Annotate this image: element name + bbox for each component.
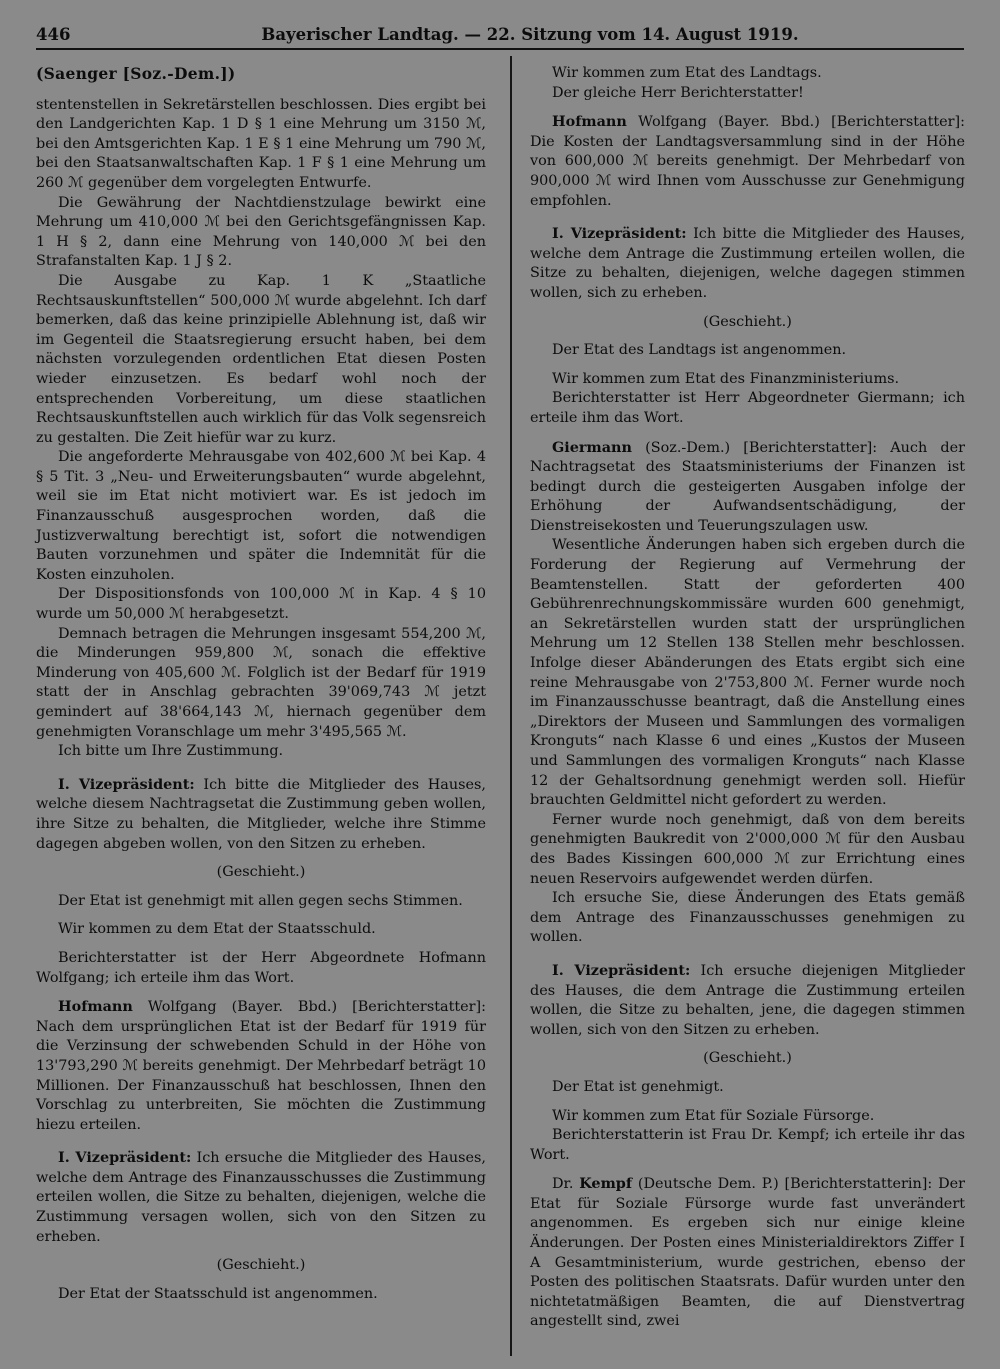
statement-text: (Deutsche Dem. P.) [Berichterstatterin]: Der Etat für Soziale Fürsorge wurde fast unverändert angenommen. Es ergeben sich nur einige kleine Änderungen. Der Posten eines Ministerialdirektors Ziffer I A Gesamtministerium, wurde gestrichen, ebenso der Posten des politischen Staatsrats. Dafür wurden unter den nichtetatmäßigen Beamten, die auf Dienstvertrag angestellt sind, zwei: [530, 1176, 966, 1330]
paragraph: Die Ausgabe zu Kap. 1 K „Staatliche Rechtsauskunftstellen“ 500,000 ℳ wurde abgelehnt. Ich darf bemerken, daß das keine prinzipielle Ablehnung ist, daß wir im Gegenteil die Staatsregierung ersucht haben, bei dem nächsten vorzulegenden ordentlichen Etat diesen Posten wieder einzusetzen. Es bedarf wohl noch der entsprechenden Vorbereitung, um diese staatlichen Rechtsauskunftstellen auch wirklich für das Volk segensreich zu gestalten. Die Zeit hiefür war zu kurz.: [36, 272, 486, 446]
reporter-line: Berichterstatterin ist Frau Dr. Kempf; ich erteile ihr das Wort.: [530, 1127, 965, 1163]
speaker-title: Dr.: [552, 1176, 580, 1193]
speaker-name: Kempf: [579, 1175, 633, 1193]
column-divider: [510, 56, 512, 1356]
paragraph: Demnach betragen die Mehrungen insgesamt 554,200 ℳ, die Minderungen 959,800 ℳ, sonach die effektive Minderung von 405,600 ℳ. Folglich ist der Bedarf für 1919 statt der in Anschlag gebrachten 39'069,743 ℳ jetzt gemindert auf 38'664,143 ℳ, hiernach gegenüber dem genehmigten Voranschlage um mehr 3'495,565 ℳ.: [36, 625, 486, 740]
paragraph: Wesentliche Änderungen haben sich ergeben durch die Forderung der Regierung auf Vermehrung der Beamtenstellen. Statt der geforderten 400 Gebührenrechnungskommissäre wurden 600 genehmigt, an Sekretärstellen wurden statt der ursprünglichen Mehrung um 12 Stellen 138 Stellen mehr beschlossen. Infolge dieser Abänderungen des Etats ergibt sich eine reine Mehrausgabe von 2'753,800 ℳ. Ferner wurde noch im Finanzausschusse beantragt, daß die Anstellung eines „Direktors der Museen und Sammlungen des vormaligen Kronguts“ nach Klasse 6 und eines „Kustos der Museen und Sammlungen des vormaligen Kronguts“ nach Klasse 12 der Gehaltsordnung genehmigt werden soll. Hiefür brauchten Geldmittel nicht gefordert zu werden.: [530, 537, 965, 809]
action-note: (Geschieht.): [216, 1257, 306, 1274]
result-line: Der Etat der Staatsschuld ist angenommen.: [58, 1285, 378, 1302]
agenda-line: Wir kommen zu dem Etat der Staatsschuld.: [58, 921, 376, 938]
paragraph: Der Dispositionsfonds von 100,000 ℳ in Kap. 4 § 10 wurde um 50,000 ℳ herabgesetzt.: [36, 586, 486, 623]
speaker-name: I. Vizepräsident:: [552, 961, 691, 979]
speaker-name: I. Vizepräsident:: [552, 225, 687, 243]
speaker-name: Hofmann: [58, 998, 133, 1016]
statement-text: Ich ersuche diejenigen Mitglieder des Hauses, die dem Antrage die Zustimmung erteilen wollen, die Sitze zu behalten, jene, die dagegen stimmen wollen, sich von den Sitzen zu erheben.: [530, 962, 966, 1038]
vice-president-statement: [530, 224, 965, 303]
right-column: [530, 64, 965, 1332]
result-line: Der Etat ist genehmigt mit allen gegen sechs Stimmen.: [58, 892, 463, 909]
paragraph: Die angeforderte Mehrausgabe von 402,600 ℳ bei Kap. 4 § 5 Tit. 3 „Neu- und Erweiterungsbauten“ wurde abgelehnt, weil sie im Etat nicht motiviert war. Es ist jedoch im Finanzausschuß ausgesprochen worden, daß die Justizverwaltung berechtigt ist, sofort die notwendigen Bauten vorzunehmen und später die Indemnität für die Kosten einzuholen.: [36, 449, 486, 583]
reporter-statement: [530, 438, 965, 537]
reporter-statement: [530, 1174, 965, 1332]
paragraph: Ich bitte um Ihre Zustimmung.: [58, 743, 284, 760]
result-line: Der Etat ist genehmigt.: [552, 1078, 724, 1095]
paragraph: stentenstellen in Sekretärstellen beschlossen. Dies ergibt bei den Landgerichten Kap. 1 D § 1 eine Mehrung um 3150 ℳ, bei den Amtsgerichten Kap. 1 E § 1 eine Mehrung um 790 ℳ, bei den Staatsanwaltschaften Kap. 1 F § 1 eine Mehrung um 260 ℳ gegenüber dem vorgelegten Entwurfe.: [36, 96, 486, 191]
paragraph: Der gleiche Herr Berichterstatter!: [552, 84, 804, 101]
running-header: [36, 22, 964, 50]
vice-president-statement: [530, 961, 965, 1040]
vice-president-statement: [36, 775, 486, 854]
speaker-name: I. Vizepräsident:: [58, 1149, 192, 1167]
reporter-statement: [530, 112, 965, 211]
statement-text: Wolfgang (Bayer. Bbd.) [Berichterstatter]: Nach dem ursprünglichen Etat ist der Bedarf für 1919 für die Verzinsung der schwebenden Schuld in der Höhe von 13'793,290 ℳ bereits genehmigt. Der Mehrbedarf beträgt 10 Millionen. Der Finanzausschuß hat beschlossen, Ihnen den Vorschlag zu unterbreiten, Sie möchten die Zustimmung hiezu erteilen.: [36, 999, 486, 1133]
agenda-line: Wir kommen zum Etat des Finanzministeriums.: [552, 370, 900, 387]
statement-text: Ich bitte die Mitglieder des Hauses, welche dem Antrage die Zustimmung erteilen wollen, die Sitze zu behalten, diejenigen, welche dagegen stimmen wollen, sich zu erheben.: [530, 226, 966, 301]
left-column: [36, 64, 486, 1304]
speaker-name: I. Vizepräsident:: [58, 775, 195, 793]
reporter-line: Berichterstatter ist Herr Abgeordneter Giermann; ich erteile ihm das Wort.: [530, 390, 965, 426]
running-title: Bayerischer Landtag. — 22. Sitzung vom 14. August 1919.: [261, 25, 799, 44]
statement-text: (Soz.-Dem.) [Berichterstatter]: Auch der Nachtragsetat des Staatsministeriums der Finanzen ist bedingt durch die gesteigerten Ausgaben infolge der Erhöhung der Aufwandsentschädigung, der Dienstreisekosten und Teuerungszulagen usw.: [530, 439, 965, 534]
vice-president-statement: [36, 1148, 486, 1247]
action-note: (Geschieht.): [703, 313, 792, 330]
paragraph: Die Gewährung der Nachtdienstzulage bewirkt eine Mehrung um 410,000 ℳ bei den Gerichtsgefängnissen Kap. 1 H § 2, dann eine Mehrung von 140,000 ℳ bei den Strafanstalten Kap. 1 J § 2.: [36, 194, 486, 270]
statement-text: Ich bitte die Mitglieder des Hauses, welche diesem Nachtragsetat die Zustimmung geben wollen, ihre Sitze zu behalten, die Mitglieder, welche ihre Stimme dagegen abgeben wollen, von den Sitzen zu erheben.: [36, 776, 487, 852]
speaker-continuation-head: (Saenger [Soz.-Dem.]): [36, 64, 236, 83]
action-note: (Geschieht.): [216, 864, 306, 881]
result-line: Der Etat des Landtags ist angenommen.: [552, 342, 847, 359]
speaker-name: Giermann: [552, 438, 632, 456]
agenda-line: Wir kommen zum Etat für Soziale Fürsorge.: [552, 1107, 875, 1124]
action-note: (Geschieht.): [703, 1050, 792, 1067]
agenda-line: Wir kommen zum Etat des Landtags.: [552, 65, 822, 81]
statement-text: Wolfgang (Bayer. Bbd.) [Berichterstatter]: Die Kosten der Landtagsversammlung sind in der Höhe von 600,000 ℳ bereits genehmigt. Der Mehrbedarf von 900,000 ℳ wird Ihnen vom Ausschusse zur Genehmigung empfohlen.: [530, 114, 965, 209]
speaker-name: Hofmann: [552, 113, 627, 131]
statement-text: Ich ersuche die Mitglieder des Hauses, welche dem Antrage des Finanzausschusses die Zustimmung erteilen wollen, die Sitze zu behalten, diejenigen, welche die Zustimmung versagen wollen, sich von den Sitzen zu erheben.: [36, 1150, 487, 1245]
page-number: 446: [36, 25, 71, 44]
paragraph: Ferner wurde noch genehmigt, daß von dem bereits genehmigten Baukredit von 2'000,000 ℳ für den Ausbau des Bades Kissingen 600,000 ℳ zur Errichtung eines neuen Reservoirs aufgewendet werden dürfen.: [530, 811, 965, 887]
paragraph: Ich ersuche Sie, diese Änderungen des Etats gemäß dem Antrage des Finanzausschusses genehmigen zu wollen.: [530, 890, 965, 946]
reporter-line: Berichterstatter ist der Herr Abgeordnete Hofmann Wolfgang; ich erteile ihm das Wort.: [36, 949, 486, 986]
reporter-statement: [36, 997, 486, 1135]
